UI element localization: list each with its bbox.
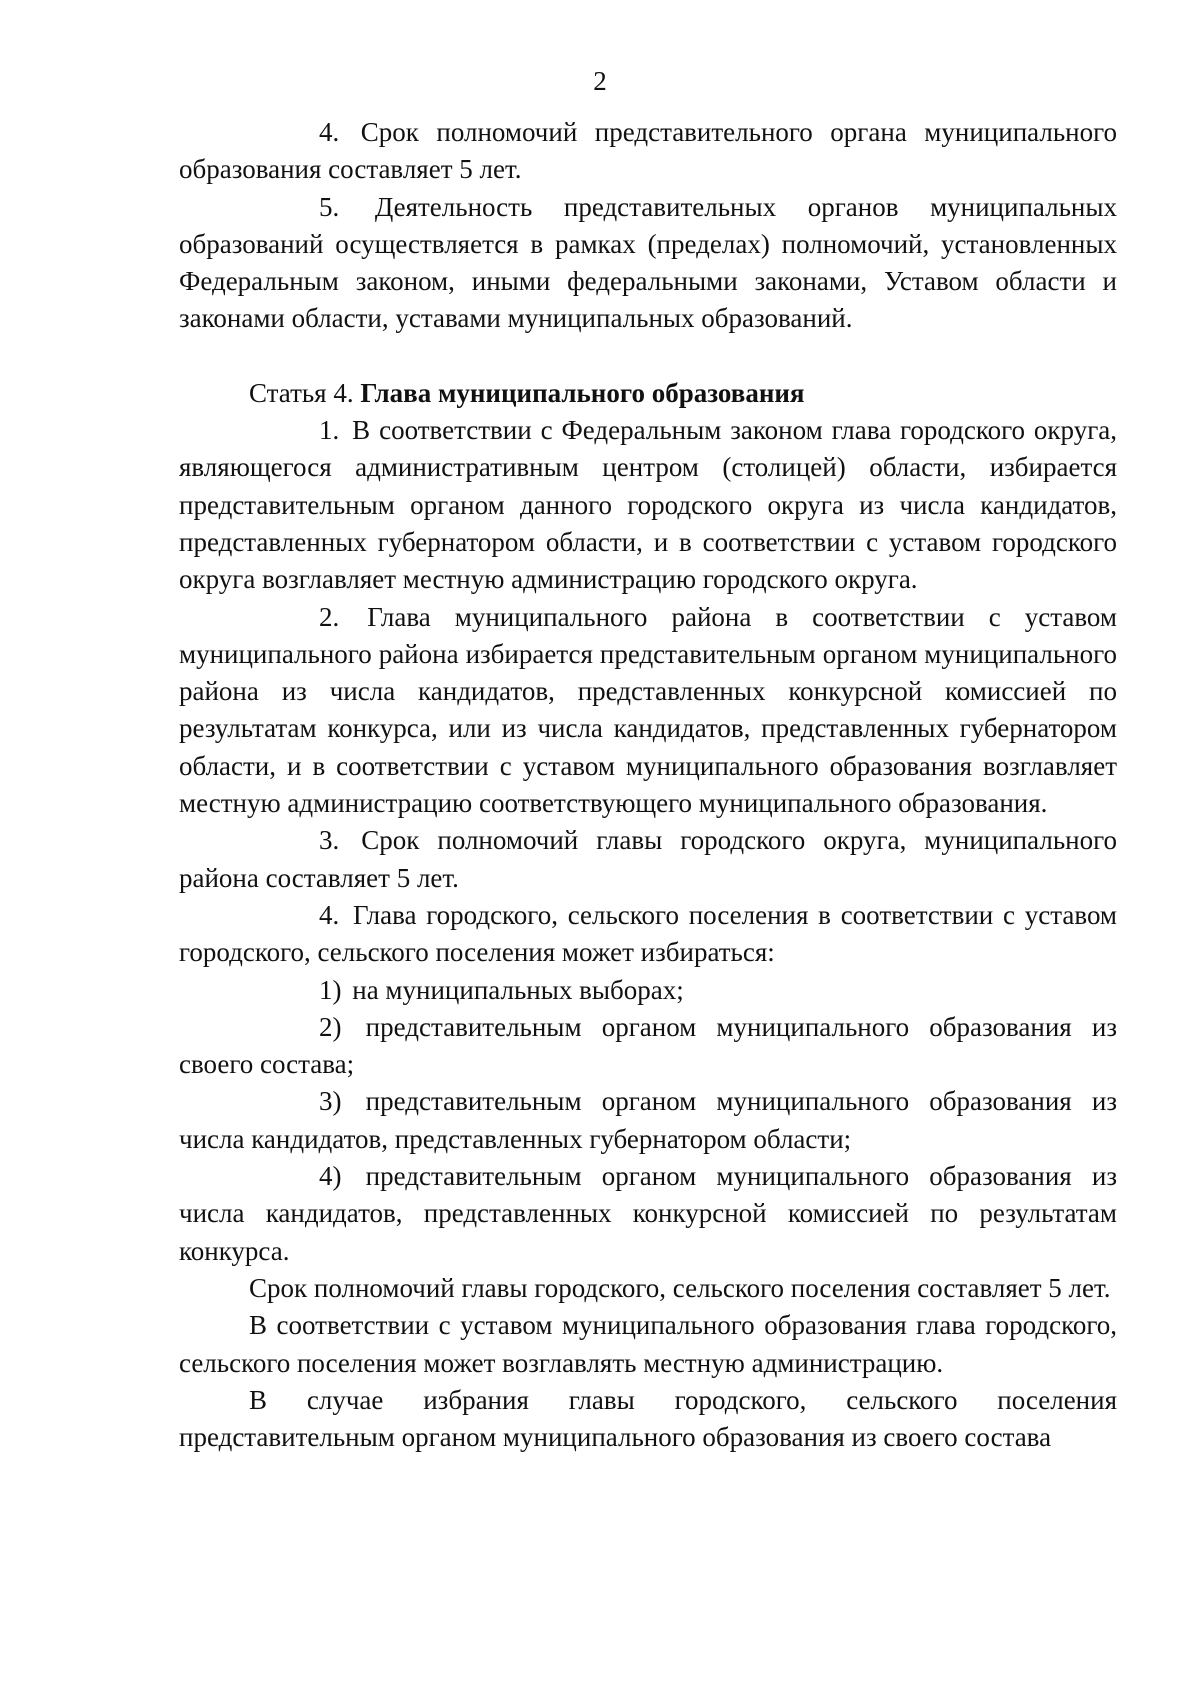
- article-label: Статья 4.: [249, 377, 354, 408]
- paragraph-number: 1.: [319, 415, 340, 446]
- paragraph-number: 4.: [319, 117, 340, 147]
- article-heading: [179, 375, 1117, 412]
- paragraph: [179, 897, 1117, 972]
- paragraph-text: Срок полномочий главы городского, сельского поселения составляет 5 лет.: [249, 1272, 1111, 1303]
- article-title: Глава муниципального образования: [360, 377, 805, 408]
- paragraph-number: 4.: [319, 899, 340, 930]
- list-item: [179, 1083, 1117, 1158]
- paragraph: [179, 1382, 1117, 1457]
- paragraph-number: 2.: [319, 601, 340, 632]
- list-item-number: 4): [319, 1161, 342, 1192]
- paragraph-text: В случае избрания главы городского, сельского поселения представительным органом муниципального образования из своего состава: [179, 1384, 1117, 1453]
- list-item-text: на муниципальных выборах;: [352, 974, 684, 1005]
- paragraph: [179, 599, 1117, 823]
- list-item-text: представительным органом муниципального образования из числа кандидатов, представленных конкурсной комиссией по результатам конкурса.: [179, 1161, 1117, 1266]
- list-item: [179, 1009, 1117, 1084]
- paragraph-activity: [179, 189, 1117, 338]
- document-body: [179, 114, 1117, 1456]
- list-item: [179, 1158, 1117, 1270]
- paragraph: [179, 1307, 1117, 1382]
- paragraph-text: В соответствии с уставом муниципального образования глава городского, сельского поселения может возглавлять местную администрацию.: [179, 1310, 1117, 1378]
- paragraph-text: Глава муниципального района в соответствии с уставом муниципального района избирается представительным органом муниципального района из числа кандидатов, представленных конкурсной комиссией по результатам конкурса, или из числа кандидатов, представленных губернатором области, и в соответствии с уставом муниципального образования возглавляет местную администрацию соответствующего муниципального образования.: [179, 601, 1118, 819]
- paragraph: [179, 1270, 1117, 1307]
- paragraph-text: Глава городского, сельского поселения в соответствии с уставом городского, сельского поселения может избираться:: [179, 899, 1118, 968]
- list-item-number: 1): [319, 974, 342, 1005]
- paragraph-number: 5.: [319, 191, 340, 222]
- list-item-number: 3): [319, 1086, 342, 1117]
- paragraph: [179, 412, 1117, 598]
- section-spacer: [179, 338, 1117, 375]
- paragraph-text: Срок полномочий главы городского округа, муниципального района составляет 5 лет.: [179, 825, 1117, 893]
- list-item: [179, 972, 1117, 1009]
- paragraph-text: В соответствии с Федеральным законом глава городского округа, являющегося административным центром (столицей) области, избирается представительным органом данного городского округа из числа кандидатов, представленных губернатором области, и в соответствии с уставом городского округа возглавляет местную администрацию городского округа.: [179, 415, 1118, 595]
- page-number: 2: [593, 66, 607, 96]
- list-item-number: 2): [319, 1011, 342, 1042]
- list-item-text: представительным органом муниципального образования из своего состава;: [179, 1011, 1117, 1080]
- list-item-text: представительным органом муниципального образования из числа кандидатов, представленных губернатором области;: [179, 1086, 1117, 1154]
- paragraph: [179, 822, 1117, 897]
- paragraph-text: Срок полномочий представительного органа муниципального образования составляет 5 лет.: [179, 117, 1117, 185]
- paragraph-text: Деятельность представительных органов муниципальных образований осуществляется в рамках (пределах) полномочий, установленных Федеральным законом, иными федеральными законами, Уставом области и законами области, уставами муниципальных образований.: [179, 191, 1117, 334]
- paragraph-number: 3.: [319, 825, 340, 856]
- paragraph-term-of-office: [179, 114, 1117, 189]
